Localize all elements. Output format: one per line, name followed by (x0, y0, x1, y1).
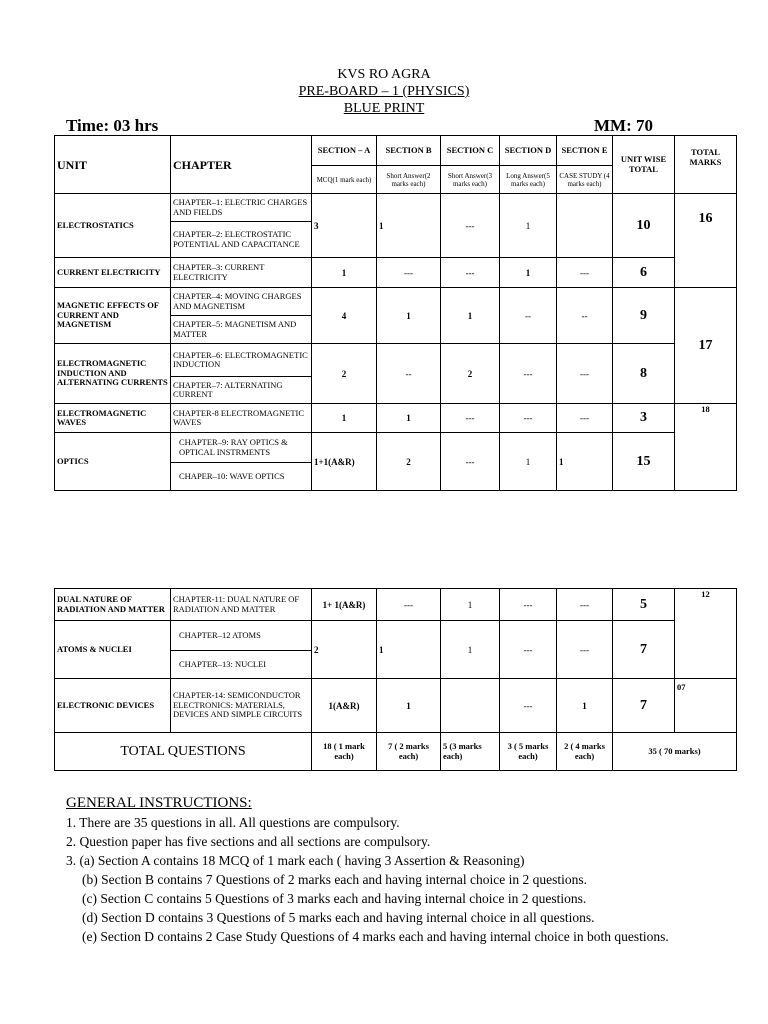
total-e: 2 ( 4 marks each) (557, 733, 613, 771)
cell-unit-total: 3 (613, 404, 675, 433)
chapter-7: CHAPTER–7: ALTERNATING CURRENT (171, 377, 312, 404)
cell-c: --- (441, 194, 500, 258)
head-sec-b: SECTION B (377, 136, 441, 166)
chapter-8: CHAPTER-8 ELECTROMAGNETIC WAVES (171, 404, 312, 433)
head-sub-d: Long Answer(5 marks each) (500, 166, 557, 194)
cell-b: 1 (377, 621, 441, 679)
cell-unit-total: 7 (613, 621, 675, 679)
cell-b: --- (377, 589, 441, 621)
instruction-1: 1. There are 35 questions in all. All questions are compulsory. (66, 815, 400, 830)
unit-current-electricity: CURRENT ELECTRICITY (55, 258, 171, 288)
unit-emi-ac: ELECTROMAGNETIC INDUCTION AND ALTERNATING CURRENTS (55, 344, 171, 404)
cell-a: 3 (312, 194, 377, 258)
cell-e: --- (557, 258, 613, 288)
cell-c: --- (441, 258, 500, 288)
chapter-2: CHAPTER–2: ELECTROSTATIC POTENTIAL AND CAPACITANCE (171, 222, 312, 258)
cell-d: --- (500, 344, 557, 404)
cell-b: 1 (377, 288, 441, 344)
cell-c: --- (441, 404, 500, 433)
cell-e: --- (557, 621, 613, 679)
cell-d: --- (500, 404, 557, 433)
cell-b: 1 (377, 404, 441, 433)
header-blueprint-text: BLUE PRINT (343, 101, 425, 116)
cell-c: 2 (441, 344, 500, 404)
chapter-1: CHAPTER–1: ELECTRIC CHARGES AND FIELDS (171, 194, 312, 222)
cell-total-marks: 07 (675, 679, 737, 733)
unit-dual-nature: DUAL NATURE OF RADIATION AND MATTER (55, 589, 171, 621)
cell-d: 1 (500, 258, 557, 288)
head-total-marks: TOTAL MARKS (675, 136, 737, 194)
cell-e: --- (557, 344, 613, 404)
cell-b: 2 (377, 433, 441, 491)
head-sec-c: SECTION C (441, 136, 500, 166)
total-b: 7 ( 2 marks each) (377, 733, 441, 771)
cell-unit-total: 10 (613, 194, 675, 258)
blueprint-table-2 (54, 588, 737, 771)
head-sec-d: SECTION D (500, 136, 557, 166)
cell-d: -- (500, 288, 557, 344)
cell-unit-total: 9 (613, 288, 675, 344)
cell-e: --- (557, 589, 613, 621)
unit-electronic-devices: ELECTRONIC DEVICES (55, 679, 171, 733)
cell-e: 1 (557, 679, 613, 733)
instruction-2: 2. Question paper has five sections and all sections are compulsory. (66, 834, 431, 849)
chapter-13: CHAPTER–13: NUCLEI (171, 651, 312, 679)
header-org: KVS RO AGRA (337, 67, 431, 82)
cell-d: 1 (500, 194, 557, 258)
head-sub-a: MCQ(1 mark each) (312, 166, 377, 194)
head-unit-wise-total: UNIT WISE TOTAL (613, 136, 675, 194)
cell-c: --- (441, 433, 500, 491)
time-label: Time: 03 hrs (66, 116, 159, 135)
cell-e (557, 194, 613, 258)
general-instructions (66, 794, 706, 946)
header-exam-text: PRE-BOARD – 1 (PHYSICS) (298, 84, 470, 99)
cell-unit-total: 15 (613, 433, 675, 491)
cell-total-marks: 18 (675, 404, 737, 491)
chapter-10: CHAPER–10: WAVE OPTICS (171, 463, 312, 491)
cell-b: --- (377, 258, 441, 288)
chapter-12: CHAPTER–12 ATOMS (171, 621, 312, 651)
header-exam (0, 83, 768, 100)
head-unit: UNIT (55, 136, 171, 194)
total-overall: 35 ( 70 marks) (613, 733, 737, 771)
unit-optics: OPTICS (55, 433, 171, 491)
cell-a: 1 (312, 258, 377, 288)
head-sec-e: SECTION E (557, 136, 613, 166)
cell-a: 1 (312, 404, 377, 433)
cell-b: 1 (377, 194, 441, 258)
cell-c: 1 (441, 288, 500, 344)
head-sub-e: CASE STUDY (4 marks each) (557, 166, 613, 194)
instruction-3d: (d) Section D contains 3 Questions of 5 marks each and having internal choice in all questions. (82, 910, 595, 925)
chapter-5: CHAPTER–5: MAGNETISM AND MATTER (171, 316, 312, 344)
instruction-3b: (b) Section B contains 7 Questions of 2 marks each and having internal choice in 2 questions. (82, 872, 588, 887)
cell-a: 1+1(A&R) (312, 433, 377, 491)
cell-total-marks: 12 (675, 589, 737, 679)
chapter-6: CHAPTER–6: ELECTROMAGNETIC INDUCTION (171, 344, 312, 377)
cell-total-marks: 16 (675, 194, 737, 288)
head-chapter: CHAPTER (171, 136, 312, 194)
unit-em-waves: ELECTROMAGNETIC WAVES (55, 404, 171, 433)
cell-unit-total: 7 (613, 679, 675, 733)
chapter-3: CHAPTER–3: CURRENT ELECTRICITY (171, 258, 312, 288)
total-d: 3 ( 5 marks each) (500, 733, 557, 771)
cell-b: 1 (377, 679, 441, 733)
cell-unit-total: 8 (613, 344, 675, 404)
cell-e: 1 (557, 433, 613, 491)
instruction-3c: (c) Section C contains 5 Questions of 3 marks each and having internal choice in 2 questions. (82, 891, 587, 906)
head-sec-a: SECTION – A (312, 136, 377, 166)
unit-electrostatics: ELECTROSTATICS (55, 194, 171, 258)
cell-d: --- (500, 589, 557, 621)
cell-d: --- (500, 679, 557, 733)
chapter-14: CHAPTER-14: SEMICONDUCTOR ELECTRONICS: MATERIALS, DEVICES AND SIMPLE CIRCUITS (171, 679, 312, 733)
cell-c (441, 679, 500, 733)
cell-d: --- (500, 621, 557, 679)
chapter-9: CHAPTER–9: RAY OPTICS & OPTICAL INSTRMENTS (171, 433, 312, 463)
cell-d: 1 (500, 433, 557, 491)
unit-magnetic-effects: MAGNETIC EFFECTS OF CURRENT AND MAGNETISM (55, 288, 171, 344)
instruction-3e: (e) Section D contains 2 Case Study Questions of 4 marks each and having internal choice in both questions. (82, 929, 669, 944)
cell-c: 1 (441, 589, 500, 621)
cell-unit-total: 6 (613, 258, 675, 288)
cell-a: 1(A&R) (312, 679, 377, 733)
cell-a: 4 (312, 288, 377, 344)
cell-a: 2 (312, 344, 377, 404)
max-marks-label: MM: 70 (594, 116, 654, 135)
instruction-3a: 3. (a) Section A contains 18 MCQ of 1 mark each ( having 3 Assertion & Reasoning) (66, 853, 525, 868)
cell-e: --- (557, 404, 613, 433)
cell-a: 1+ 1(A&R) (312, 589, 377, 621)
cell-b: -- (377, 344, 441, 404)
chapter-4: CHAPTER–4: MOVING CHARGES AND MAGNETISM (171, 288, 312, 316)
head-sub-c: Short Answer(3 marks each) (441, 166, 500, 194)
total-a: 18 ( 1 mark each) (312, 733, 377, 771)
cell-a: 2 (312, 621, 377, 679)
header-blueprint (0, 100, 768, 117)
blueprint-table-1 (54, 135, 737, 491)
total-c: 5 (3 marks each) (441, 733, 500, 771)
cell-unit-total: 5 (613, 589, 675, 621)
head-sub-b: Short Answer(2 marks each) (377, 166, 441, 194)
cell-e: -- (557, 288, 613, 344)
cell-total-marks: 17 (675, 288, 737, 404)
total-questions-label: TOTAL QUESTIONS (55, 733, 312, 771)
cell-c: 1 (441, 621, 500, 679)
instructions-title: GENERAL INSTRUCTIONS: (66, 795, 252, 811)
chapter-11: CHAPTER-11: DUAL NATURE OF RADIATION AND MATTER (171, 589, 312, 621)
unit-atoms-nuclei: ATOMS & NUCLEI (55, 621, 171, 679)
